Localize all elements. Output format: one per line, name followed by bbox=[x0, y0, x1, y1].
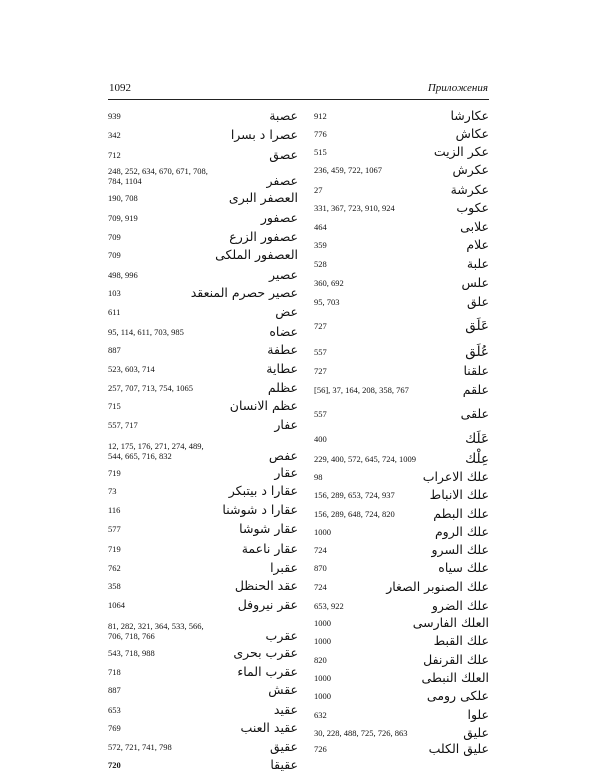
entry-term: عقيد العنب bbox=[240, 720, 298, 735]
entry-page-refs: 248, 252, 634, 670, 671, 708, 784, 1104 bbox=[108, 166, 208, 186]
entry-page-refs: 331, 367, 723, 910, 924 bbox=[314, 203, 395, 213]
index-entry bbox=[108, 697, 298, 717]
entry-term: عقش bbox=[268, 682, 298, 697]
index-entry bbox=[108, 498, 298, 517]
index-entry bbox=[108, 463, 298, 480]
index-entry bbox=[314, 703, 489, 722]
entry-term: عكرش bbox=[452, 162, 489, 177]
entry-page-refs: 719 bbox=[108, 544, 121, 554]
index-entry bbox=[108, 244, 298, 262]
index-entry bbox=[314, 521, 489, 539]
index-entry bbox=[314, 557, 489, 575]
index-entry bbox=[108, 612, 298, 643]
entry-term: عَلَك bbox=[465, 431, 489, 447]
index-entry bbox=[314, 484, 489, 502]
entry-page-refs: 939 bbox=[108, 111, 121, 121]
entry-term: عظلم bbox=[267, 380, 298, 395]
entry-term: عقارا د شوشنا bbox=[222, 502, 298, 517]
index-entry bbox=[108, 357, 298, 376]
entry-page-refs: 718 bbox=[108, 667, 121, 677]
entry-term: عليق الكلب bbox=[428, 741, 489, 756]
entry-page-refs: 360, 692 bbox=[314, 278, 344, 288]
entry-term: عصير حصرم المنعقد bbox=[190, 285, 298, 300]
entry-page-refs: 870 bbox=[314, 563, 327, 573]
entry-term: عقد الحنظل bbox=[234, 578, 298, 593]
entry-term: عصق bbox=[269, 147, 298, 162]
entry-term: عفار bbox=[274, 417, 298, 432]
entry-term: عُلَق bbox=[465, 344, 489, 360]
entry-page-refs: 720 bbox=[108, 760, 121, 770]
index-entry bbox=[108, 735, 298, 754]
entry-term: عكر الزيت bbox=[433, 144, 489, 159]
index-entry bbox=[314, 104, 489, 123]
index-entry bbox=[314, 197, 489, 215]
index-entry bbox=[108, 660, 298, 679]
index-entry bbox=[108, 754, 298, 772]
entry-term: عقيق bbox=[270, 739, 298, 754]
entry-page-refs: 257, 707, 713, 754, 1065 bbox=[108, 383, 193, 393]
entry-page-refs: 557, 717 bbox=[108, 420, 138, 430]
entry-page-refs: 726 bbox=[314, 744, 327, 754]
index-entry bbox=[314, 290, 489, 309]
index-entry bbox=[108, 104, 298, 123]
entry-term: عصفور الزرع bbox=[229, 229, 298, 244]
entry-term: عصفور bbox=[260, 210, 298, 225]
entry-page-refs: 73 bbox=[108, 486, 117, 496]
index-entry bbox=[108, 679, 298, 697]
index-entry bbox=[108, 413, 298, 432]
entry-term: عِلْك bbox=[465, 451, 489, 467]
index-entry bbox=[314, 177, 489, 197]
entry-page-refs: 887 bbox=[108, 345, 121, 355]
entry-term: عصير bbox=[269, 267, 298, 282]
index-entry bbox=[314, 446, 489, 466]
entry-term: عقار ناعمة bbox=[241, 541, 298, 556]
entry-term: علكى رومى bbox=[426, 688, 489, 703]
entry-term: علك الاعراب bbox=[422, 469, 489, 484]
entry-term: علق bbox=[466, 294, 489, 309]
index-entry bbox=[108, 643, 298, 660]
entry-page-refs: 229, 400, 572, 645, 724, 1009 bbox=[314, 454, 416, 464]
index-entry bbox=[314, 466, 489, 484]
running-head: Приложения bbox=[427, 82, 488, 94]
entry-term: عصبة bbox=[269, 108, 298, 123]
index-entry bbox=[108, 717, 298, 735]
entry-page-refs: 95, 703 bbox=[314, 297, 340, 307]
entry-page-refs: 1000 bbox=[314, 527, 331, 537]
entry-page-refs: 528 bbox=[314, 259, 327, 269]
entry-term: عقبرا bbox=[270, 560, 298, 575]
entry-page-refs: 709 bbox=[108, 232, 121, 242]
entry-term: علوا bbox=[467, 707, 489, 722]
index-entry bbox=[108, 536, 298, 556]
entry-term: علس bbox=[461, 275, 489, 290]
entry-page-refs: 769 bbox=[108, 723, 121, 733]
entry-term: علك القبط bbox=[433, 633, 489, 648]
index-entry bbox=[314, 309, 489, 333]
entry-page-refs: 95, 114, 611, 703, 985 bbox=[108, 327, 184, 337]
index-entry bbox=[314, 740, 489, 756]
entry-term: العلك الفارسى bbox=[412, 615, 489, 630]
entry-term: العصفر البرى bbox=[228, 190, 298, 205]
index-entry bbox=[108, 188, 298, 205]
entry-term: عقارا د بيتبكر bbox=[228, 483, 298, 498]
entry-term: عضاه bbox=[269, 324, 298, 339]
index-entry bbox=[108, 517, 298, 536]
index-entry bbox=[108, 480, 298, 498]
entry-term: عقار شوشا bbox=[239, 521, 298, 536]
entry-page-refs: 342 bbox=[108, 130, 121, 140]
index-entry bbox=[314, 648, 489, 667]
entry-term: علك الروم bbox=[434, 524, 489, 539]
index-entry bbox=[108, 376, 298, 395]
index-entry bbox=[314, 667, 489, 685]
entry-term: عصفر bbox=[266, 173, 298, 188]
entry-page-refs: 887 bbox=[108, 685, 121, 695]
entry-page-refs: 719 bbox=[108, 468, 121, 478]
entry-page-refs: 498, 996 bbox=[108, 270, 138, 280]
entry-page-refs: 572, 721, 741, 798 bbox=[108, 742, 172, 752]
entry-page-refs: [56], 37, 164, 208, 358, 767 bbox=[314, 385, 409, 395]
entry-page-refs: 1000 bbox=[314, 618, 331, 628]
index-entry bbox=[314, 333, 489, 359]
index-entry bbox=[314, 421, 489, 446]
index-entry bbox=[108, 225, 298, 244]
entry-term: عض bbox=[275, 304, 298, 319]
entry-page-refs: 1000 bbox=[314, 691, 331, 701]
entry-page-refs: 190, 708 bbox=[108, 193, 138, 203]
entry-page-refs: 724 bbox=[314, 582, 327, 592]
entry-term: عقرب الماء bbox=[237, 664, 298, 679]
entry-page-refs: 515 bbox=[314, 147, 327, 157]
entry-term: علقى bbox=[460, 406, 489, 421]
entry-page-refs: 776 bbox=[314, 129, 327, 139]
entry-page-refs: 30, 228, 488, 725, 726, 863 bbox=[314, 728, 408, 738]
entry-page-refs: 611 bbox=[108, 307, 121, 317]
entry-page-refs: 98 bbox=[314, 472, 323, 482]
index-entry bbox=[108, 395, 298, 413]
index-entry bbox=[108, 162, 298, 188]
entry-page-refs: 1000 bbox=[314, 636, 331, 646]
index-entry bbox=[314, 141, 489, 159]
entry-page-refs: 712 bbox=[108, 150, 121, 160]
header-rule bbox=[108, 99, 489, 100]
index-entry bbox=[108, 282, 298, 300]
entry-term: عطفة bbox=[267, 342, 298, 357]
entry-page-refs: 632 bbox=[314, 710, 327, 720]
entry-term: علبة bbox=[466, 256, 489, 271]
index-entry bbox=[314, 397, 489, 421]
entry-term: علك البطم bbox=[433, 506, 489, 521]
entry-page-refs: 727 bbox=[314, 366, 327, 376]
entry-page-refs: 236, 459, 722, 1067 bbox=[314, 165, 382, 175]
entry-term: عقرب بحرى bbox=[233, 645, 298, 660]
entry-page-refs: 464 bbox=[314, 222, 327, 232]
entry-page-refs: 359 bbox=[314, 240, 327, 250]
entry-page-refs: 81, 282, 321, 364, 533, 566, 706, 718, 766 bbox=[108, 621, 204, 641]
index-entry bbox=[314, 575, 489, 594]
entry-term: عطاية bbox=[266, 361, 298, 376]
entry-term: عكارشا bbox=[450, 108, 489, 123]
entry-term: عقار bbox=[274, 465, 298, 480]
index-entry bbox=[108, 319, 298, 339]
entry-page-refs: 709, 919 bbox=[108, 213, 138, 223]
entry-term: علك سياه bbox=[438, 560, 489, 575]
index-entry bbox=[314, 630, 489, 648]
entry-term: علك القرنفل bbox=[423, 652, 489, 667]
entry-term: عفص bbox=[268, 448, 298, 463]
index-entry bbox=[108, 575, 298, 593]
index-entry bbox=[314, 722, 489, 740]
index-entry bbox=[108, 339, 298, 357]
entry-term: العصفور الملكى bbox=[215, 247, 298, 262]
entry-page-refs: 1064 bbox=[108, 600, 125, 610]
index-entry bbox=[314, 539, 489, 557]
index-entry bbox=[108, 556, 298, 575]
entry-term: علك الانباط bbox=[429, 487, 489, 502]
entry-page-refs: 543, 718, 988 bbox=[108, 648, 155, 658]
entry-term: علقم bbox=[462, 382, 489, 397]
page-number: 1092 bbox=[109, 82, 131, 94]
entry-page-refs: 523, 603, 714 bbox=[108, 364, 155, 374]
index-entry bbox=[314, 123, 489, 141]
index-entry bbox=[314, 271, 489, 290]
entry-term: علابى bbox=[460, 219, 489, 234]
index-entry bbox=[314, 252, 489, 271]
entry-page-refs: 653, 922 bbox=[314, 601, 344, 611]
index-entry bbox=[314, 159, 489, 177]
index-entry bbox=[314, 359, 489, 378]
entry-page-refs: 709 bbox=[108, 250, 121, 260]
index-entry bbox=[314, 215, 489, 234]
entry-term: العلك النبطى bbox=[421, 670, 489, 685]
entry-term: عَلَق bbox=[465, 318, 489, 334]
entry-term: علقنا bbox=[463, 363, 489, 378]
entry-term: علك الصنوبر الصغار bbox=[386, 579, 489, 594]
entry-page-refs: 727 bbox=[314, 321, 327, 331]
index-entry bbox=[108, 593, 298, 612]
entry-page-refs: 27 bbox=[314, 185, 323, 195]
index-entry bbox=[314, 378, 489, 397]
entry-page-refs: 715 bbox=[108, 401, 121, 411]
index-entry bbox=[108, 262, 298, 282]
entry-term: عكوب bbox=[456, 200, 489, 215]
entry-page-refs: 156, 289, 653, 724, 937 bbox=[314, 490, 395, 500]
entry-term: عكاش bbox=[455, 126, 489, 141]
index-entry bbox=[108, 123, 298, 142]
entry-term: عقرب bbox=[265, 628, 298, 643]
entry-page-refs: 12, 175, 176, 271, 274, 489, 544, 665, 716, 832 bbox=[108, 441, 204, 461]
entry-page-refs: 400 bbox=[314, 434, 327, 444]
entry-page-refs: 1000 bbox=[314, 673, 331, 683]
entry-page-refs: 156, 289, 648, 724, 820 bbox=[314, 509, 395, 519]
entry-page-refs: 653 bbox=[108, 705, 121, 715]
entry-page-refs: 577 bbox=[108, 524, 121, 534]
entry-term: عليق bbox=[463, 725, 489, 740]
entry-page-refs: 912 bbox=[314, 111, 327, 121]
entry-term: عظم الانسان bbox=[229, 398, 298, 413]
entry-page-refs: 724 bbox=[314, 545, 327, 555]
entry-term: علام bbox=[466, 237, 489, 252]
index-entry bbox=[314, 234, 489, 252]
entry-page-refs: 358 bbox=[108, 581, 121, 591]
entry-page-refs: 762 bbox=[108, 563, 121, 573]
entry-page-refs: 116 bbox=[108, 505, 121, 515]
left-column bbox=[108, 104, 298, 772]
index-entry bbox=[108, 432, 298, 463]
index-entry bbox=[314, 502, 489, 521]
index-entry bbox=[314, 685, 489, 703]
entry-term: علك السرو bbox=[431, 542, 489, 557]
entry-page-refs: 103 bbox=[108, 288, 121, 298]
entry-term: عقر نيروفل bbox=[237, 597, 298, 612]
entry-term: علك الضرو bbox=[431, 598, 489, 613]
entry-page-refs: 820 bbox=[314, 655, 327, 665]
index-entry bbox=[314, 594, 489, 613]
entry-term: عصرا د بسرا bbox=[230, 127, 298, 142]
index-entry bbox=[108, 142, 298, 162]
entry-term: عقيد bbox=[273, 702, 298, 717]
index-entry bbox=[108, 300, 298, 319]
index-entry bbox=[108, 205, 298, 225]
entry-page-refs: 557 bbox=[314, 347, 327, 357]
right-column bbox=[314, 104, 489, 756]
entry-term: عقيقا bbox=[270, 757, 298, 772]
index-entry bbox=[314, 613, 489, 630]
entry-term: عكرشة bbox=[450, 182, 489, 197]
entry-page-refs: 557 bbox=[314, 409, 327, 419]
